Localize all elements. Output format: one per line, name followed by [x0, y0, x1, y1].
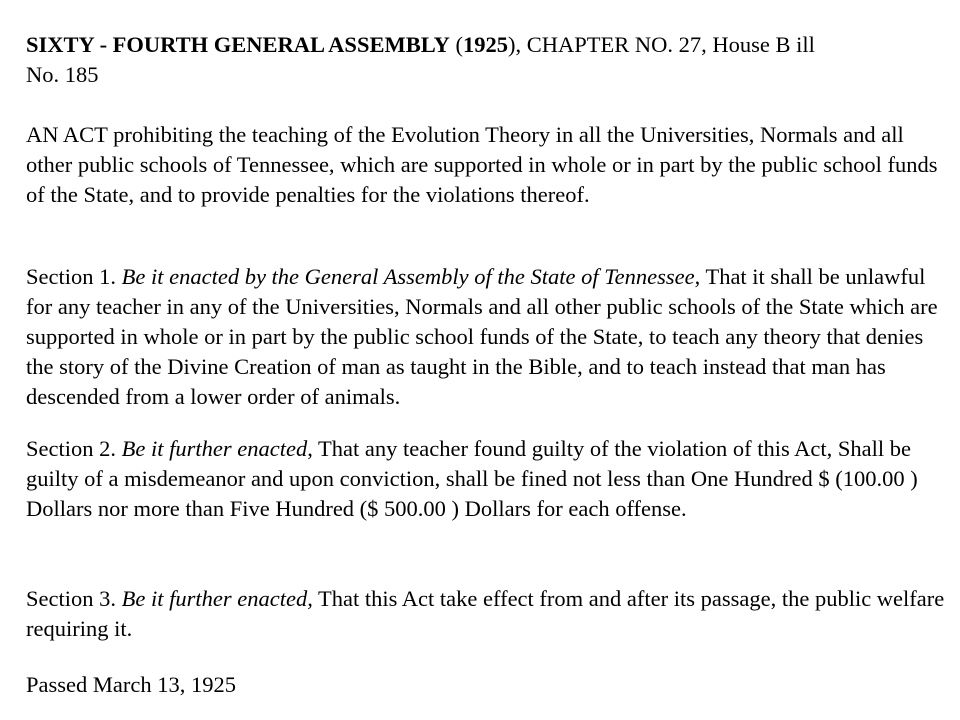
section-2-label: Section 2. — [26, 436, 122, 461]
assembly-year: 1925 — [463, 32, 509, 57]
section-3-text: That this Act take effect from and after its passage, the public welfare requiring it. — [26, 586, 945, 641]
section-3 — [26, 584, 946, 644]
section-1-text: , That it shall be unlawful for any teacher in any of the Universities, Normals and all other public schools of the State which are supported in whole or in part by the public school funds of the State, to teach any theory that denies the story of the Divine Creation of man as taught in the Bible, and to teach instead that man has descended from a lower order of animals. — [26, 264, 938, 409]
document-title — [26, 30, 946, 90]
section-2-enacting-clause: Be it further enacted — [121, 436, 308, 461]
section-2-text: , That any teacher found guilty of the violation of this Act, Shall be guilty of a misdemeanor and upon conviction, shall be fined not less than One Hundred $ (100.00 ) Dollars nor more than Five Hundred ($ 500.00 ) Dollars for each offense. — [26, 436, 918, 521]
bill-number: No. 185 — [26, 62, 99, 87]
year-open-paren: ( — [449, 32, 464, 57]
act-description: AN ACT prohibiting the teaching of the Evolution Theory in all the Universities, Normals and all other public schools of Tennessee, which are supported in whole or in part by the public school funds of the State, and to provide penalties for the violations thereof. — [26, 122, 938, 207]
year-close-paren: ) — [508, 32, 516, 57]
section-3-label: Section 3. — [26, 586, 122, 611]
section-3-enacting-clause: Be it further enacted, — [121, 586, 313, 611]
section-1 — [26, 262, 946, 412]
assembly-name: SIXTY - FOURTH GENERAL ASSEMBLY — [26, 32, 450, 57]
section-1-label: Section 1. — [26, 264, 122, 289]
passed-date: Passed March 13, 1925 — [26, 672, 236, 697]
chapter-house-bill: , CHAPTER NO. 27, House B ill — [515, 32, 815, 57]
section-1-enacting-clause: Be it enacted by the General Assembly of the State of Tennessee — [121, 264, 695, 289]
section-2 — [26, 434, 946, 524]
